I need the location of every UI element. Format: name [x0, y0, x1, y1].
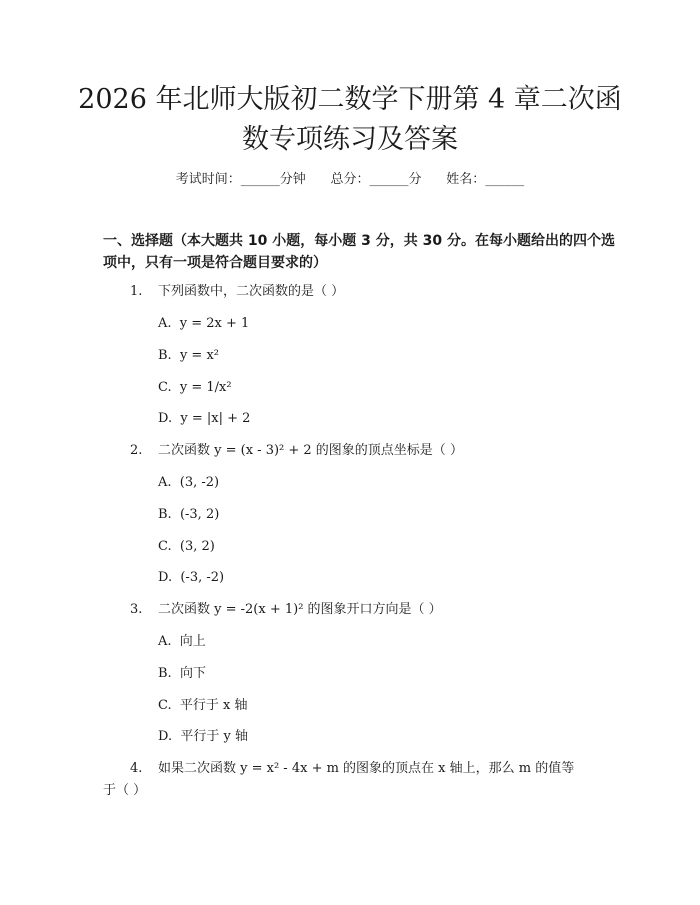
question-stem: 下列函数中，二次函数的是（ ）	[158, 284, 345, 299]
option: B. (-3, 2)	[158, 507, 220, 522]
question-stem: 二次函数 y = (x - 3)² + 2 的图象的顶点坐标是（ ）	[158, 443, 463, 458]
question-number: 3.	[130, 602, 143, 617]
question-4	[103, 758, 605, 798]
option: C. 平行于 x 轴	[158, 698, 248, 713]
question-number: 2.	[130, 443, 143, 458]
question-1	[130, 281, 590, 303]
option: C. y = 1/x²	[158, 380, 232, 395]
option: A. y = 2x + 1	[158, 316, 250, 331]
question-stem: 如果二次函数 y = x² - 4x + m 的图象的顶点在 x 轴上，那么 m 的值等	[158, 761, 575, 776]
question-stem-continued: 于（ ）	[103, 783, 147, 798]
option: D. 平行于 y 轴	[158, 729, 248, 744]
option: D. y = |x| + 2	[158, 411, 251, 426]
question-2	[130, 440, 590, 462]
question-number: 4.	[130, 761, 143, 776]
exam-meta: 考试时间：______分钟 总分：______分 姓名：______	[175, 172, 525, 187]
option: A. 向上	[158, 634, 206, 649]
option: D. (-3, -2)	[158, 570, 225, 585]
page-title	[60, 80, 640, 160]
title-line-2: 数专项练习及答案	[242, 124, 458, 155]
question-stem: 二次函数 y = -2(x + 1)² 的图象开口方向是（ ）	[158, 602, 442, 617]
question-number: 1.	[130, 284, 143, 299]
section-heading: 一、选择题（本大题共 10 小题，每小题 3 分，共 30 分。在每小题给出的四个选项中，只有一项是符合题目要求的）	[103, 233, 615, 271]
question-3	[130, 599, 590, 621]
option: C. (3, 2)	[158, 539, 215, 554]
option: B. y = x²	[158, 348, 219, 363]
option: B. 向下	[158, 666, 206, 681]
title-line-1: 2026 年北师大版初二数学下册第 4 章二次函	[78, 84, 622, 115]
option: A. (3, -2)	[158, 475, 220, 490]
